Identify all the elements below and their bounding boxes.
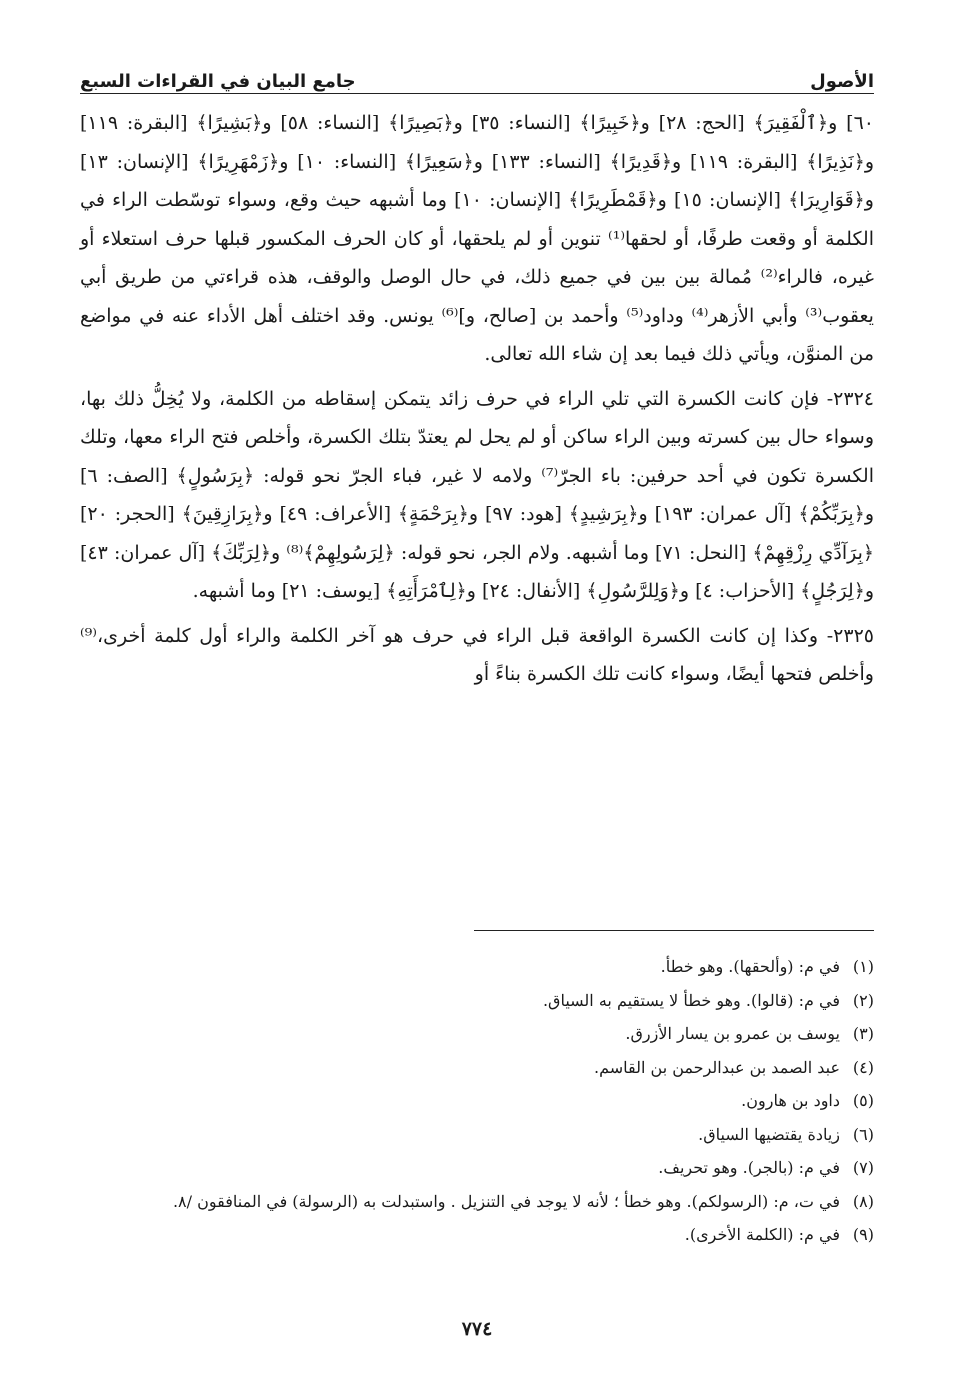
footnote-text: في م: (وألحقها). وهو خطأ. [660, 957, 840, 976]
footnote-number: (٢) [852, 990, 874, 1010]
footnote [80, 1218, 874, 1252]
footnote [80, 1051, 874, 1085]
footnote-text: في م: (الكلمة الأخرى). [684, 1225, 840, 1244]
footnote-number: (٤) [852, 1057, 874, 1077]
footnote [80, 1017, 874, 1051]
main-text [80, 104, 874, 694]
footnote-number: (١) [852, 957, 874, 976]
footnote [80, 1084, 874, 1118]
chapter-title: الأصول [810, 71, 874, 92]
header-divider [80, 93, 874, 94]
footnote-number: (٩) [852, 1225, 874, 1244]
footnote [80, 1151, 874, 1185]
paragraph-1: ٦٠] و﴿ٱلْفَقِيرَ﴾ [الحج: ٢٨] و﴿خَبِيرًا﴾ [النساء: ٣٥] و﴿بَصِيرًا﴾ [النساء: ٥٨] و﴿بَشِيرًا﴾ [البقرة: ١١٩] و﴿نَذِيرًا﴾ [البقرة: ١١٩] و﴿قَدِيرًا﴾ [النساء: ١٣٣] و﴿سَعِيرًا﴾ [النساء: ١٠] و﴿زَمْهَرِيرًا﴾ [الإنسان: ١٣] و﴿قَوَارِيرَا﴾ [الإنسان: ١٥] و﴿قَمْطَرِيرًا﴾ [الإنسان: ١٠] وما أشبهه حيث وقع، وسواء توسّطت الراء في الكلمة أو وقعت طرفًا، أو لحقها⁽¹⁾ تنوين أو لم يلحقها، أو كان الحرف المكسور قبلها حرف استعلاء أو غيره، فالراء⁽²⁾ مُمالة بين بين في جميع ذلك، في حال الوصل والوقف، هذه قراءتي من طريق أبي يعقوب⁽³⁾ وأبي الأزهر⁽⁴⁾ وداود⁽⁵⁾ وأحمد بن [صالح، و]⁽⁶⁾ يونس. وقد اختلف أهل الأداء عنه في مواضع من المنوَّن، ويأتي ذلك فيما بعد إن شاء الله تعالى. [80, 112, 875, 365]
footnote-number: (٧) [852, 1158, 874, 1177]
footnote-text: زيادة يقتضيها السياق. [698, 1124, 840, 1144]
footnote [80, 1185, 874, 1219]
footnote-divider [474, 930, 874, 931]
footnote-text: في ت، م: (الرسولكم). وهو خطأ ؛ لأنه لا يوجد في التنزيل . واستبدلت به (الرسولة) في المنافقون /٨. [172, 1191, 840, 1211]
footnote [80, 1118, 874, 1152]
footnote-text: يوسف بن عمرو بن يسار الأزرق. [625, 1024, 840, 1043]
book-title: جامع البيان في القراءات السبع [80, 71, 356, 92]
footnote-text: في م: (قالوا). وهو خطأ لا يستقيم به السياق. [542, 990, 840, 1010]
page-number: ٧٧٤ [461, 1318, 493, 1340]
footnote [80, 984, 874, 1018]
footnotes [80, 950, 874, 1252]
footnote-number: (٥) [852, 1091, 874, 1110]
paragraph-2324: ٢٣٢٤- فإن كانت الكسرة التي تلي الراء في حرف زائد يتمكن إسقاطه من الكلمة، ولا يُخِلُّ ذلك بها، وسواء حال بين كسرته وبين الراء ساكن أو لم يحل لم يعتدّ بتلك الكسرة، وأخلص فتح الراء معها، وتلك الكسرة تكون في أحد حرفين: باء الجرّ⁽⁷⁾ ولامه لا غير، فباء الجرّ نحو قوله: ﴿بِرَسُولٍ﴾ [الصف: ٦] و﴿بِرَبِّكُمْ﴾ [آل عمران: ١٩٣] و﴿بِرَشِيدٍ﴾ [هود: ٩٧] و﴿بِرَحْمَةٍ﴾ [الأعراف: ٤٩] و﴿بِرَازِقِينَ﴾ [الحجر: ٢٠] ﴿بِرَآدِّي رِزْقِهِمْ﴾ [النحل: ٧١] وما أشبهه. ولام الجر، نحو قوله: ﴿لِرَسُولِهِمْ﴾⁽⁸⁾ و﴿لِرَبِّكَ﴾ [آل عمران: ٤٣] و﴿لِرَجُلٍ﴾ [الأحزاب: ٤] و﴿وَلِلرَّسُولِ﴾ [الأنفال: ٢٤] و﴿لِٱمْرَأَتِهِ﴾ [يوسف: ٢١] وما أشبهه. [80, 387, 875, 602]
footnote [80, 950, 874, 984]
footnote-text: داود بن هارون. [741, 1091, 840, 1110]
footnote-number: (٦) [852, 1124, 874, 1144]
footnote-text: عبد الصمد بن عبدالرحمن بن القاسم. [594, 1057, 840, 1077]
footnote-text: في م: (بالجر). وهو تحريف. [658, 1158, 840, 1177]
footnote-number: (٨) [852, 1191, 874, 1211]
running-header [80, 56, 874, 92]
footnote-number: (٣) [852, 1024, 874, 1043]
paragraph-2325: ٢٣٢٥- وكذا إن كانت الكسرة الواقعة قبل الراء في حرف هو آخر الكلمة والراء أول كلمة أخرى،⁽⁹⁾ وأخلص فتحها أيضًا، وسواء كانت تلك الكسرة بناءً أو [80, 624, 874, 685]
